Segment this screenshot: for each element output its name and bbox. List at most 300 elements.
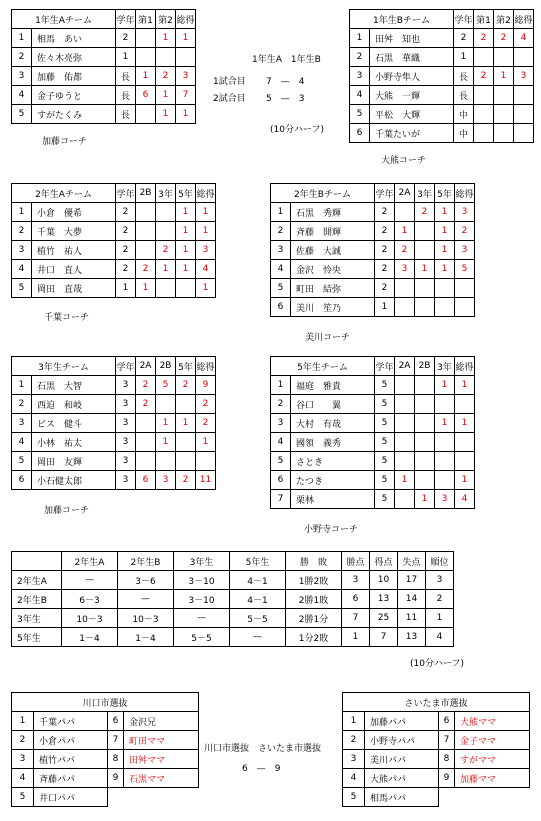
team-name-header: 5年生チーム	[271, 357, 375, 376]
player-name: 金子ママ	[455, 731, 530, 750]
player-number: 1	[271, 376, 291, 395]
player-row	[12, 395, 216, 414]
column-header: 総得	[514, 10, 534, 29]
total-cell	[176, 48, 196, 67]
empty-cell	[108, 788, 199, 807]
player-number: 2	[271, 395, 291, 414]
league-header-row	[12, 552, 454, 571]
column-header: 総得	[176, 10, 196, 29]
league-column-header: 勝 敗	[286, 552, 342, 571]
player-name: 大熊 一輝	[370, 86, 454, 105]
goal-cell: 2	[474, 29, 494, 48]
player-name: 千葉 大夢	[32, 222, 116, 241]
league-cell: 7	[370, 628, 398, 647]
total-cell: 11	[196, 471, 216, 490]
player-name: 大村 有哉	[291, 414, 375, 433]
total-cell: 2	[196, 414, 216, 433]
player-number: 5	[271, 279, 291, 298]
total-cell	[514, 124, 534, 143]
player-number: 6	[12, 471, 32, 490]
goal-cell	[136, 241, 156, 260]
goal-cell	[156, 48, 176, 67]
goal-cell: 2	[156, 241, 176, 260]
team-name-header: 2年生Aチーム	[12, 184, 116, 203]
match1-game1-label: 1試合目	[213, 77, 246, 87]
player-name: 平松 大輝	[370, 105, 454, 124]
goal-cell: 3	[156, 471, 176, 490]
player-row	[271, 376, 475, 395]
player-name: 佐々木亮弥	[32, 48, 116, 67]
kawaguchi-table	[11, 692, 199, 807]
header-row	[12, 10, 196, 29]
total-cell	[455, 395, 475, 414]
player-grade: 2	[454, 29, 474, 48]
total-cell	[514, 86, 534, 105]
player-grade: 5	[375, 376, 395, 395]
player-name: 岡田 直哉	[32, 279, 116, 298]
column-header: 総得	[455, 357, 475, 376]
select-player-row	[343, 712, 530, 731]
player-number: 4	[12, 769, 34, 788]
select-team-title: さいたま市選抜	[343, 693, 530, 712]
player-row	[12, 203, 216, 222]
goal-cell	[435, 279, 455, 298]
goal-cell: 2	[176, 376, 196, 395]
player-number: 7	[271, 490, 291, 509]
player-grade: 1	[116, 279, 136, 298]
goal-cell	[474, 48, 494, 67]
match1-teams: 1年生A 1年生B	[252, 55, 321, 65]
player-row	[12, 48, 196, 67]
goal-cell: 1	[156, 433, 176, 452]
player-grade: 2	[116, 241, 136, 260]
league-cell: 3－10	[174, 590, 230, 609]
coach-3: 加藤コーチ	[44, 506, 90, 516]
player-number: 4	[12, 260, 32, 279]
goal-cell	[415, 241, 435, 260]
column-header: 5年	[176, 184, 196, 203]
goal-cell	[415, 452, 435, 471]
goal-cell	[395, 376, 415, 395]
player-row	[12, 471, 216, 490]
goal-cell: 6	[136, 471, 156, 490]
league-column-header: 2年生B	[118, 552, 174, 571]
goal-cell: 1	[395, 471, 415, 490]
column-header: 5年	[435, 184, 455, 203]
player-row	[350, 48, 534, 67]
goal-cell: 1	[156, 260, 176, 279]
player-number: 4	[12, 86, 32, 105]
goal-cell	[395, 433, 415, 452]
player-row	[12, 452, 216, 471]
select-player-row	[343, 750, 530, 769]
league-cell: 2勝1分	[286, 609, 342, 628]
player-number: 5	[12, 788, 34, 807]
player-row	[271, 433, 475, 452]
header-row	[271, 184, 475, 203]
player-name: 町田 結弥	[291, 279, 375, 298]
goal-cell	[415, 279, 435, 298]
column-header: 学年	[116, 10, 136, 29]
final-match-score: 6 — 9	[242, 764, 281, 774]
player-name: 金沢兄	[124, 712, 199, 731]
team-5-table	[270, 356, 475, 509]
league-cell: 3	[426, 571, 454, 590]
player-name: 植竹パパ	[34, 750, 108, 769]
player-row	[12, 241, 216, 260]
total-cell: 7	[176, 86, 196, 105]
league-cell: 5－5	[230, 609, 286, 628]
player-name: ビス 健斗	[32, 414, 116, 433]
player-name: 相馬 あい	[32, 29, 116, 48]
select-player-row	[12, 769, 199, 788]
league-cell: 3－6	[118, 571, 174, 590]
total-cell	[196, 452, 216, 471]
total-cell: 1	[196, 203, 216, 222]
player-name: 加藤パパ	[365, 712, 439, 731]
player-number: 8	[108, 750, 124, 769]
goal-cell	[474, 105, 494, 124]
player-name: 美川パパ	[365, 750, 439, 769]
column-header: 2B	[415, 357, 435, 376]
player-number: 3	[12, 414, 32, 433]
player-number: 9	[439, 769, 455, 788]
coach-1a: 加藤コーチ	[42, 137, 88, 147]
total-cell: 1	[196, 222, 216, 241]
goal-cell	[494, 124, 514, 143]
total-cell: 9	[196, 376, 216, 395]
player-name: 西迫 和岐	[32, 395, 116, 414]
player-number: 6	[271, 298, 291, 317]
player-number: 3	[271, 241, 291, 260]
player-row	[271, 222, 475, 241]
league-cell: 25	[370, 609, 398, 628]
total-cell	[455, 452, 475, 471]
player-name: 小倉 優希	[32, 203, 116, 222]
column-header: 第1	[474, 10, 494, 29]
league-cell: 10－3	[118, 609, 174, 628]
goal-cell: 1	[176, 414, 196, 433]
team-name-header: 1年生Aチーム	[12, 10, 116, 29]
player-number: 1	[271, 203, 291, 222]
player-grade: 3	[116, 452, 136, 471]
goal-cell: 1	[435, 376, 455, 395]
league-cell: 1分2敗	[286, 628, 342, 647]
goal-cell	[395, 452, 415, 471]
player-number: 1	[12, 712, 34, 731]
league-column-header: 5年生	[230, 552, 286, 571]
total-cell: 3	[196, 241, 216, 260]
player-row	[271, 260, 475, 279]
header-row	[12, 184, 216, 203]
goal-cell	[415, 395, 435, 414]
goal-cell	[156, 452, 176, 471]
league-team-name: 5年生	[12, 628, 62, 647]
goal-cell	[136, 414, 156, 433]
player-grade: 1	[375, 298, 395, 317]
player-name: 千葉パパ	[34, 712, 108, 731]
goal-cell	[435, 471, 455, 490]
total-cell: 2	[455, 222, 475, 241]
goal-cell: 3	[435, 490, 455, 509]
goal-cell: 1	[494, 67, 514, 86]
player-name: 國領 義秀	[291, 433, 375, 452]
column-header: 総得	[196, 357, 216, 376]
team-name-header: 2年生Bチーム	[271, 184, 375, 203]
player-name: 小野寺パパ	[365, 731, 439, 750]
player-name: 小林 祐太	[32, 433, 116, 452]
league-cell: 7	[342, 609, 370, 628]
goal-cell	[395, 395, 415, 414]
player-name: 金子ゆうと	[32, 86, 116, 105]
total-cell	[455, 433, 475, 452]
total-cell	[455, 298, 475, 317]
player-name: 井口パパ	[34, 788, 108, 807]
goal-cell	[474, 86, 494, 105]
league-column-header: 順位	[426, 552, 454, 571]
goal-cell	[494, 48, 514, 67]
match1-game2-label: 2試合目	[213, 94, 246, 104]
player-row	[12, 86, 196, 105]
player-grade: 2	[375, 222, 395, 241]
player-number: 7	[439, 731, 455, 750]
goal-cell: 6	[136, 86, 156, 105]
league-cell: 3	[342, 571, 370, 590]
goal-cell	[435, 452, 455, 471]
header-row	[350, 10, 534, 29]
league-cell: 5－5	[174, 628, 230, 647]
goal-cell: 1	[156, 414, 176, 433]
goal-cell	[136, 203, 156, 222]
league-row	[12, 609, 454, 628]
select-player-row	[12, 788, 199, 807]
league-cell: 1－4	[118, 628, 174, 647]
league-row	[12, 590, 454, 609]
match1-game2-score: 5 — 3	[266, 94, 305, 104]
player-row	[271, 414, 475, 433]
goal-cell: 1	[395, 222, 415, 241]
team-1a-table	[11, 9, 196, 124]
league-team-name: 3年生	[12, 609, 62, 628]
match1-note: (10分ハーフ)	[270, 125, 325, 135]
column-header: 2A	[395, 184, 415, 203]
player-grade: 5	[375, 490, 395, 509]
goal-cell	[435, 298, 455, 317]
player-grade: 長	[116, 86, 136, 105]
player-grade: 中	[454, 124, 474, 143]
league-cell: —	[230, 628, 286, 647]
player-row	[12, 67, 196, 86]
player-name: 小野寺隼人	[370, 67, 454, 86]
team-2a-table	[11, 183, 216, 298]
league-cell: 4－1	[230, 590, 286, 609]
goal-cell: 1	[415, 260, 435, 279]
goal-cell	[415, 222, 435, 241]
player-grade: 5	[375, 433, 395, 452]
player-grade: 中	[454, 105, 474, 124]
player-grade: 3	[116, 395, 136, 414]
goal-cell: 1	[415, 490, 435, 509]
player-name: すがママ	[455, 750, 530, 769]
goal-cell: 1	[156, 105, 176, 124]
goal-cell	[415, 376, 435, 395]
player-number: 3	[271, 414, 291, 433]
player-name: すがたくみ	[32, 105, 116, 124]
league-cell: —	[62, 571, 118, 590]
player-row	[271, 490, 475, 509]
total-cell	[455, 279, 475, 298]
match1-game1-score: 7 — 4	[266, 77, 305, 87]
goal-cell: 1	[435, 414, 455, 433]
player-name: 石黒 華織	[370, 48, 454, 67]
goal-cell: 2	[474, 67, 494, 86]
goal-cell	[136, 105, 156, 124]
player-name: 小石健太郎	[32, 471, 116, 490]
player-name: 田舛 知也	[370, 29, 454, 48]
player-row	[12, 279, 216, 298]
total-cell: 1	[455, 471, 475, 490]
column-header: 3年	[156, 184, 176, 203]
player-number: 3	[12, 241, 32, 260]
player-number: 1	[350, 29, 370, 48]
league-row	[12, 571, 454, 590]
player-name: たつき	[291, 471, 375, 490]
player-row	[12, 222, 216, 241]
goal-cell: 2	[415, 203, 435, 222]
player-number: 4	[271, 260, 291, 279]
league-cell: 3－10	[174, 571, 230, 590]
player-name: 斉藤 開輝	[291, 222, 375, 241]
team-name-header: 3年生チーム	[12, 357, 116, 376]
goal-cell	[176, 395, 196, 414]
goal-cell: 2	[136, 260, 156, 279]
select-title-row	[343, 693, 530, 712]
player-number: 6	[350, 124, 370, 143]
player-row	[271, 241, 475, 260]
goal-cell: 1	[136, 279, 156, 298]
total-cell: 2	[196, 395, 216, 414]
player-row	[350, 67, 534, 86]
league-column-header: 3年生	[174, 552, 230, 571]
player-name: 小倉パパ	[34, 731, 108, 750]
player-number: 2	[12, 395, 32, 414]
player-grade: 5	[375, 471, 395, 490]
player-number: 2	[350, 48, 370, 67]
select-player-row	[12, 750, 199, 769]
goal-cell: 1	[435, 260, 455, 279]
player-name: 谷口 翼	[291, 395, 375, 414]
player-grade: 2	[116, 29, 136, 48]
goal-cell	[395, 414, 415, 433]
player-grade: 2	[375, 241, 395, 260]
player-grade: 2	[375, 203, 395, 222]
league-cell: 14	[398, 590, 426, 609]
player-number: 4	[12, 433, 32, 452]
column-header: 5年	[176, 357, 196, 376]
total-cell	[514, 105, 534, 124]
goal-cell	[395, 203, 415, 222]
league-cell: 1勝2敗	[286, 571, 342, 590]
column-header: 3年	[415, 184, 435, 203]
total-cell: 4	[514, 29, 534, 48]
goal-cell: 1	[176, 203, 196, 222]
goal-cell: 2	[395, 241, 415, 260]
player-number: 1	[343, 712, 365, 731]
total-cell: 1	[176, 105, 196, 124]
player-name: 井口 直人	[32, 260, 116, 279]
player-row	[271, 395, 475, 414]
goal-cell	[395, 279, 415, 298]
league-cell: 1－4	[62, 628, 118, 647]
player-number: 5	[12, 105, 32, 124]
goal-cell: 3	[395, 260, 415, 279]
player-grade: 2	[375, 279, 395, 298]
player-number: 2	[12, 48, 32, 67]
goal-cell: 2	[136, 376, 156, 395]
league-note: (10分ハーフ)	[410, 659, 465, 669]
goal-cell: 2	[136, 395, 156, 414]
league-column-header: 2年生A	[62, 552, 118, 571]
league-cell: 1	[426, 609, 454, 628]
coach-5: 小野寺コーチ	[304, 525, 359, 535]
goal-cell: 1	[435, 222, 455, 241]
column-header: 2A	[395, 357, 415, 376]
goal-cell	[176, 279, 196, 298]
league-cell: 11	[398, 609, 426, 628]
player-row	[271, 452, 475, 471]
player-number: 1	[12, 203, 32, 222]
total-cell: 1	[196, 279, 216, 298]
player-row	[12, 105, 196, 124]
goal-cell	[156, 222, 176, 241]
player-name: 福庭 雅貴	[291, 376, 375, 395]
column-header: 学年	[116, 357, 136, 376]
player-grade: 3	[116, 433, 136, 452]
player-number: 3	[12, 67, 32, 86]
player-number: 4	[343, 769, 365, 788]
column-header: 学年	[375, 357, 395, 376]
league-team-name: 2年生B	[12, 590, 62, 609]
goal-cell	[176, 433, 196, 452]
total-cell: 1	[455, 376, 475, 395]
column-header: 3年	[435, 357, 455, 376]
column-header: 第1	[136, 10, 156, 29]
goal-cell	[136, 452, 156, 471]
total-cell: 3	[455, 203, 475, 222]
select-player-row	[343, 788, 530, 807]
goal-cell	[415, 414, 435, 433]
goal-cell	[156, 203, 176, 222]
player-grade: 長	[116, 67, 136, 86]
player-row	[271, 203, 475, 222]
player-number: 6	[439, 712, 455, 731]
player-number: 8	[439, 750, 455, 769]
league-cell: 17	[398, 571, 426, 590]
league-column-header	[12, 552, 62, 571]
player-number: 4	[350, 86, 370, 105]
column-header: 第2	[494, 10, 514, 29]
column-header: 2B	[156, 357, 176, 376]
league-cell: 10	[370, 571, 398, 590]
league-cell: —	[174, 609, 230, 628]
player-grade: 3	[116, 376, 136, 395]
goal-cell: 2	[494, 29, 514, 48]
goal-cell	[136, 29, 156, 48]
player-name: 加藤ママ	[455, 769, 530, 788]
player-number: 5	[343, 788, 365, 807]
goal-cell	[435, 433, 455, 452]
player-number: 1	[12, 29, 32, 48]
